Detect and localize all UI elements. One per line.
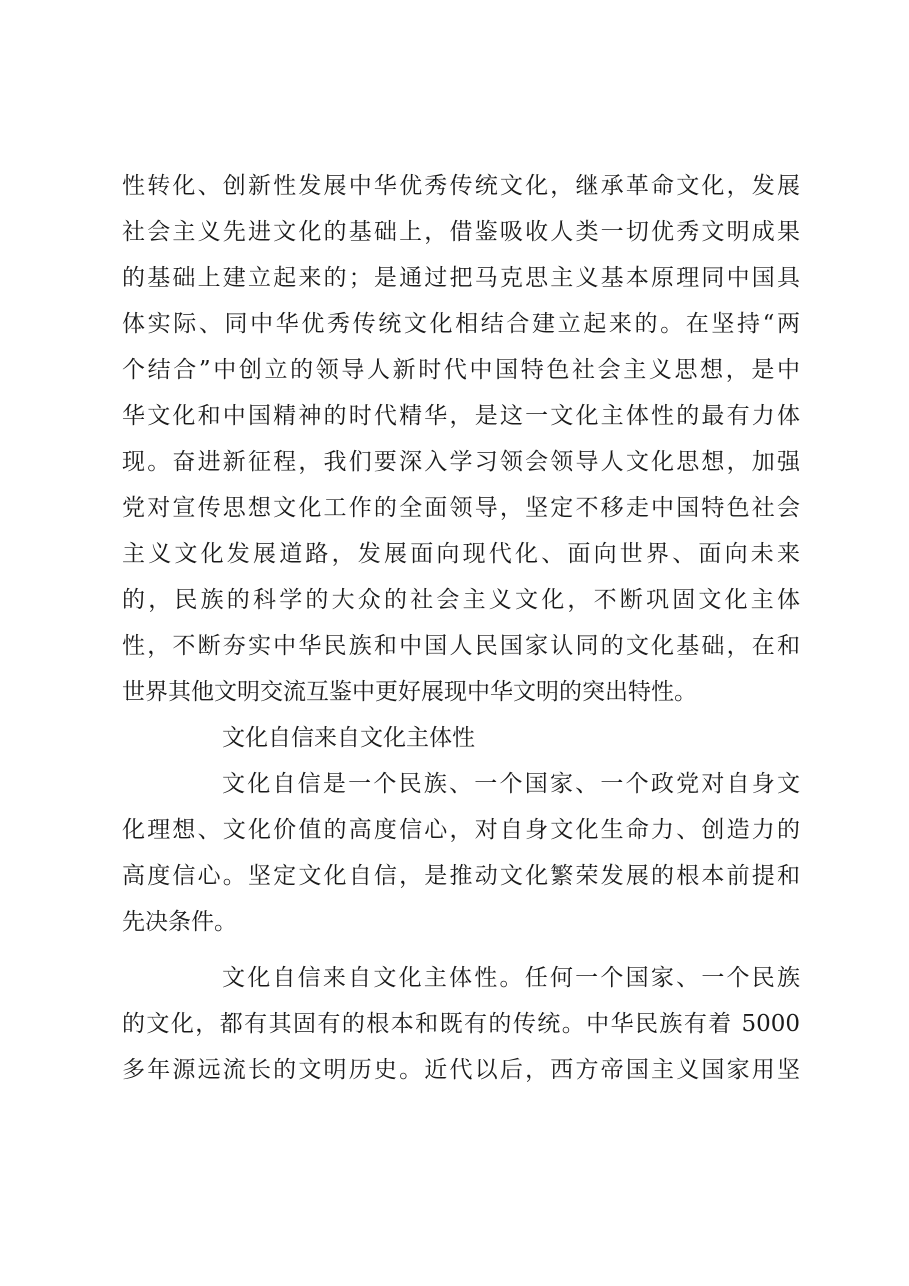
paragraph-1-line-8: 党对宣传思想文化工作的全面领导，坚定不移走中国特色社会	[122, 495, 800, 521]
paragraph-3-line-1: 文化自信来自文化主体性。任何一个国家、一个民族	[222, 965, 800, 991]
paragraph-1-line-1: 性转化、创新性发展中华优秀传统文化，继承革命文化，发展	[122, 173, 800, 199]
paragraph-2-line-4: 先决条件。	[122, 909, 237, 935]
paragraph-1-line-6: 华文化和中国精神的时代精华，是这一文化主体性的最有力体	[122, 403, 800, 429]
paragraph-2-line-2: 化理想、文化价值的高度信心，对自身文化生命力、创造力的	[122, 817, 800, 843]
paragraph-3-line-2: 的文化，都有其固有的根本和既有的传统。中华民族有着 5000	[122, 1011, 800, 1037]
paragraph-2-line-3: 高度信心。坚定文化自信，是推动文化繁荣发展的根本前提和	[122, 863, 800, 889]
paragraph-3-line-3: 多年源远流长的文明历史。近代以后，西方帝国主义国家用坚	[122, 1057, 800, 1083]
paragraph-1-line-5: 个结合”中创立的领导人新时代中国特色社会主义思想，是中	[122, 357, 800, 383]
paragraph-2-line-1: 文化自信是一个民族、一个国家、一个政党对自身文	[222, 771, 800, 797]
paragraph-1-line-12: 世界其他文明交流互鉴中更好展现中华文明的突出特性。	[122, 679, 697, 705]
paragraph-1-line-3: 的基础上建立起来的；是通过把马克思主义基本原理同中国具	[122, 265, 800, 291]
paragraph-1-line-7: 现。奋进新征程，我们要深入学习领会领导人文化思想，加强	[122, 449, 800, 475]
paragraph-1-line-10: 的，民族的科学的大众的社会主义文化，不断巩固文化主体	[122, 587, 800, 613]
paragraph-1-line-2: 社会主义先进文化的基础上，借鉴吸收人类一切优秀文明成果	[122, 219, 800, 245]
section-heading: 文化自信来自文化主体性	[222, 725, 475, 751]
paragraph-1-line-11: 性，不断夯实中华民族和中国人民国家认同的文化基础，在和	[122, 633, 800, 659]
paragraph-1-line-4: 体实际、同中华优秀传统文化相结合建立起来的。在坚持“两	[122, 311, 800, 337]
paragraph-1-line-9: 主义文化发展道路，发展面向现代化、面向世界、面向未来	[122, 541, 800, 567]
